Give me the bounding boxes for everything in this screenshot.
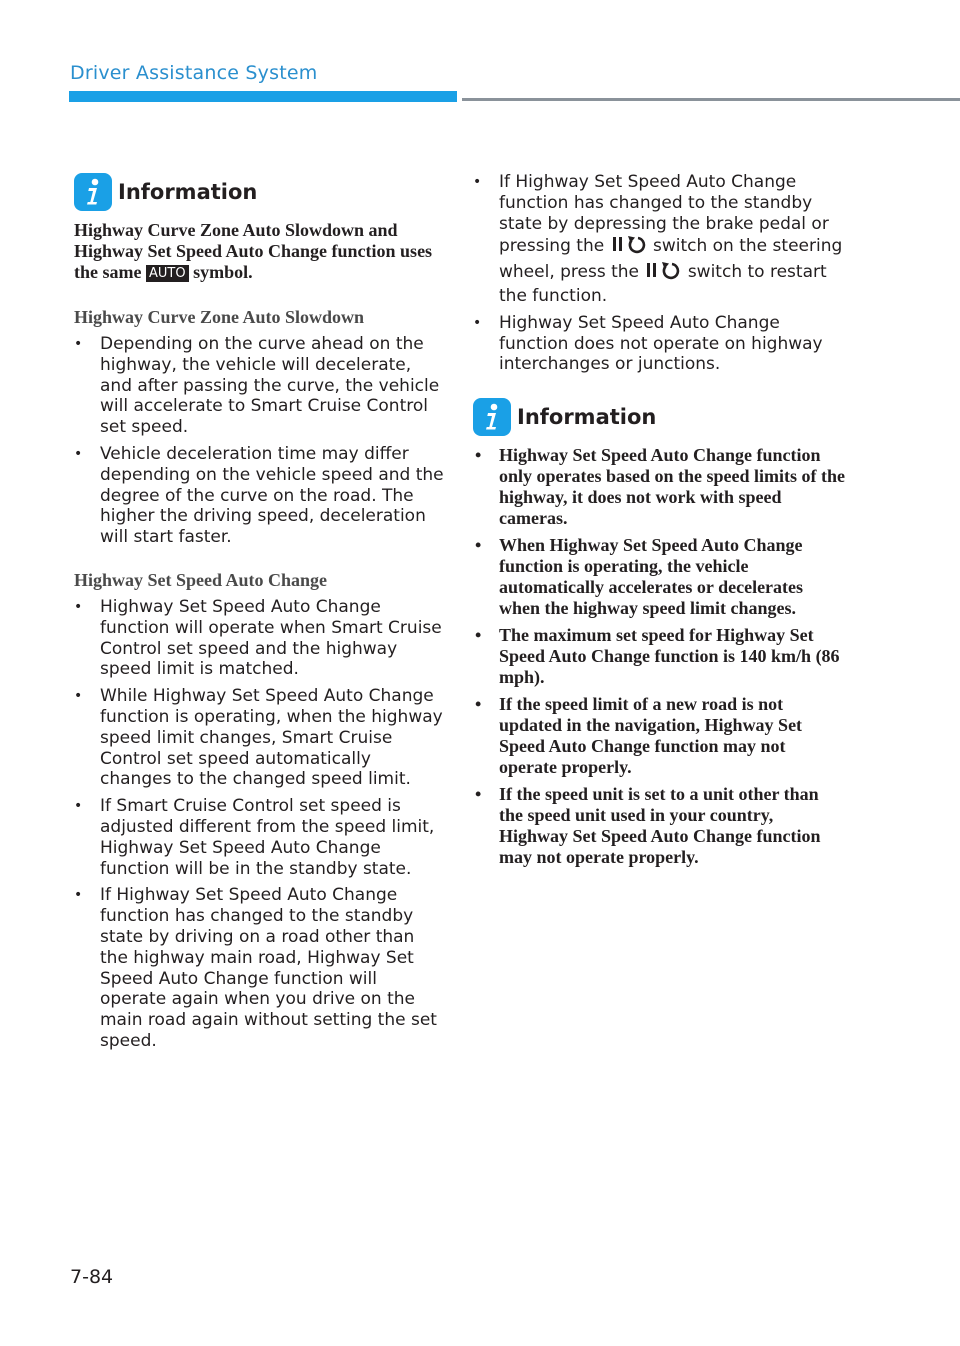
list-item: • When Highway Set Speed Auto Change function is operating, the vehicle automatically accelerates or decelerates when the highway speed limit changes. [473,535,845,619]
bullet-text: switch to restart the function. [499,262,827,306]
set-speed-list [74,597,444,1052]
list-item: • Highway Set Speed Auto Change function will operate when Smart Cruise Control set speed and the highway speed limit is matched. [74,597,444,680]
auto-symbol-badge: AUTO [146,265,189,282]
curve-zone-heading: Highway Curve Zone Auto Slowdown [74,307,365,327]
header-rule-grey [462,98,960,101]
info-note-text-end: symbol. [193,262,253,282]
list-item: • Highway Set Speed Auto Change function does not operate on highway interchanges or junctions. [473,313,845,375]
info-icon [74,173,112,211]
info-note-text: Highway Curve Zone Auto Slowdown and Highway Set Speed Auto Change function uses the same [74,220,433,282]
right-bullet-list [473,172,845,375]
right-column [473,172,845,874]
list-item: • The maximum set speed for Highway Set Speed Auto Change function is 140 km/h (86 mph). [473,625,845,688]
info-title: Information [517,405,657,430]
info-bullet-list [473,445,845,868]
list-item: • If the speed unit is set to a unit other than the speed unit used in your country, Highway Set Speed Auto Change function may not operate properly. [473,784,845,868]
list-item: • If Smart Cruise Control set speed is adjusted different from the speed limit, Highway Set Speed Auto Change function will be in the standby state. [74,796,444,879]
list-item: • Highway Set Speed Auto Change function only operates based on the speed limits of the highway, it does not work with speed cameras. [473,445,845,529]
info-note [74,220,444,283]
header-rule-blue [69,91,457,102]
curve-zone-list [74,334,444,548]
list-item [473,172,845,307]
section-title: Driver Assistance System [70,62,318,84]
set-speed-heading: Highway Set Speed Auto Change [74,569,328,590]
list-item: • While Highway Set Speed Auto Change function is operating, when the highway speed limit changes, Smart Cruise Control set speed automatically changes to the changed speed limit. [74,686,444,790]
page-number: 7-84 [70,1266,114,1288]
info-box-header [74,172,444,212]
bullet-text: switch on the steering wheel, press the [499,236,843,283]
list-item: • Vehicle deceleration time may differ depending on the vehicle speed and the degree of the curve on the road. The higher the driving speed, deceleration will start faster. [74,444,444,548]
info-icon [473,398,511,436]
info-title: Information [118,180,258,204]
pause-resume-switch-icon [612,234,646,260]
bullet-text: If Highway Set Speed Auto Change function has changed to the standby state by depressing the brake pedal or pressing the [499,172,829,257]
info-box-header [473,397,845,437]
left-column [74,172,444,1058]
list-item: • Depending on the curve ahead on the highway, the vehicle will decelerate, and after passing the curve, the vehicle will accelerate to Smart Cruise Control set speed. [74,334,444,438]
list-item: • If the speed limit of a new road is not updated in the navigation, Highway Set Speed Auto Change function may not operate properly. [473,694,845,778]
pause-resume-switch-icon [646,260,680,286]
list-item: • If Highway Set Speed Auto Change function has changed to the standby state by driving on a road other than the highway main road, Highway Set Speed Auto Change function will operate again when you drive on the main road again without setting the set speed. [74,885,444,1051]
